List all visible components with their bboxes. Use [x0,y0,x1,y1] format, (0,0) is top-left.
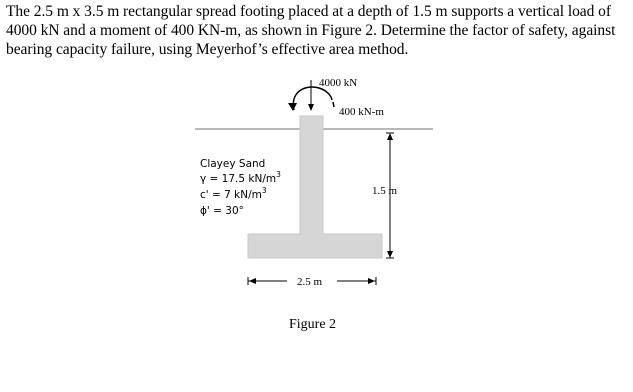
soil-friction-angle: ϕ' = 30° [200,205,244,217]
width-right-arrow [368,278,375,284]
soil-name: Clayey Sand [200,158,266,170]
width-label: 2.5 m [297,276,323,288]
footing-shape [248,116,382,258]
width-left-arrow [249,278,256,284]
moment-label: 400 kN-m [339,106,384,118]
soil-unit-weight: γ = 17.5 $kN/m^3$ [200,170,281,185]
depth-arrow-top [387,133,393,140]
load-label: 4000 kN [319,77,358,89]
depth-label: 1.5 m [372,185,398,197]
moment-tick [333,102,334,107]
moment-arrowhead [288,103,297,111]
depth-arrow-bottom [387,251,393,258]
load-arrowhead [308,104,314,111]
soil-cohesion: c' = 7 $kN/m^3$ [200,186,267,201]
problem-statement: The 2.5 m x 3.5 m rectangular spread footing placed at a depth of 1.5 m supports a vertical load of 4000 kN and a moment of 400 KN-m, as shown in Figure 2. Determine the factor of safety, against bearing capacity failure, using Meyerhof’s effective area method. [6,3,616,58]
figure-caption: Figure 2 [289,317,337,332]
